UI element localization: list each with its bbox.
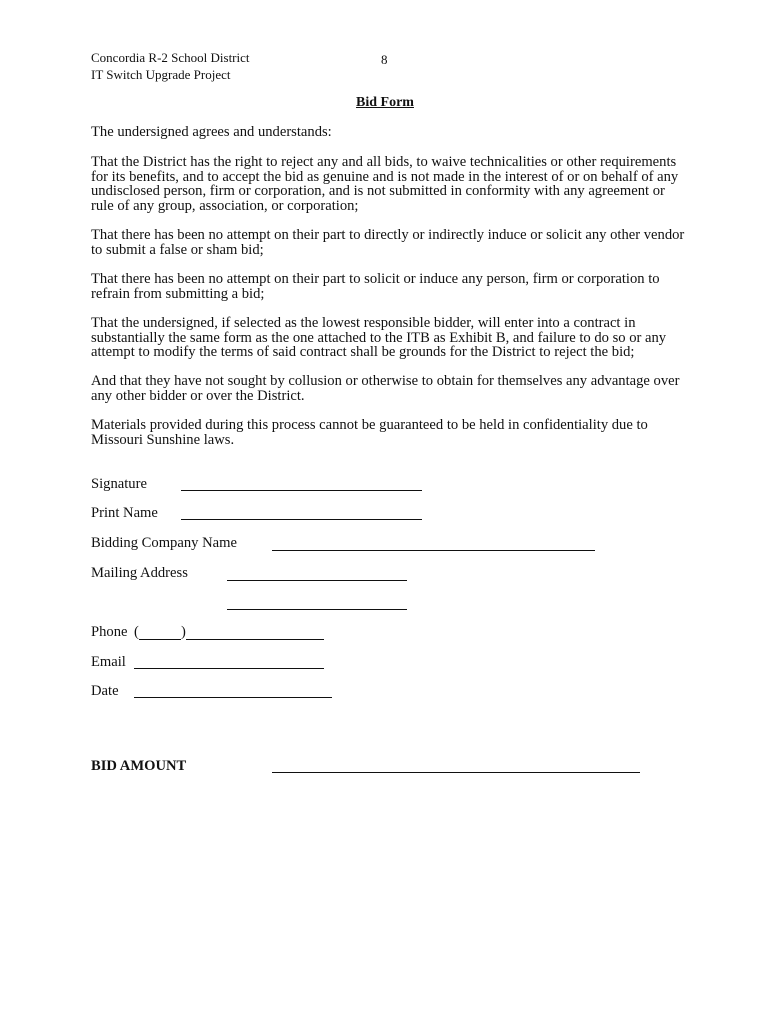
phone-number-line[interactable] bbox=[186, 639, 324, 640]
email-line[interactable] bbox=[134, 668, 324, 669]
date-line[interactable] bbox=[134, 697, 332, 698]
phone-label: Phone bbox=[91, 624, 128, 640]
mailing-address-line-2[interactable] bbox=[227, 609, 407, 610]
phone-area-close: ) bbox=[181, 624, 186, 640]
page-number: 8 bbox=[381, 52, 388, 67]
print-name-label: Print Name bbox=[91, 505, 158, 521]
mailing-address-label: Mailing Address bbox=[91, 565, 188, 581]
signature-label: Signature bbox=[91, 476, 147, 492]
signature-line[interactable] bbox=[181, 490, 422, 491]
company-line[interactable] bbox=[272, 550, 595, 551]
clause-sunshine-laws: Materials provided during this process cannot be guaranteed to be held in confidentiality due to Missouri Sunshine laws. bbox=[91, 417, 648, 448]
date-label: Date bbox=[91, 683, 119, 699]
header-project: IT Switch Upgrade Project bbox=[91, 67, 231, 82]
phone-area-open: ( bbox=[134, 624, 139, 640]
intro-paragraph: The undersigned agrees and understands: bbox=[91, 124, 332, 140]
company-label: Bidding Company Name bbox=[91, 535, 237, 551]
bid-amount-label: BID AMOUNT bbox=[91, 758, 187, 774]
clause-no-refrain: That there has been no attempt on their part to solicit or induce any person, firm or corporation to refrain from submitting a bid; bbox=[91, 271, 660, 302]
mailing-address-line-1[interactable] bbox=[227, 580, 407, 581]
clause-no-sham-bid: That there has been no attempt on their part to directly or indirectly induce or solicit any other vendor to submit a false or sham bid; bbox=[91, 227, 685, 258]
email-label: Email bbox=[91, 654, 126, 670]
print-name-line[interactable] bbox=[181, 519, 422, 520]
clause-no-collusion: And that they have not sought by collusion or otherwise to obtain for themselves any advantage over any other bidder or over the District. bbox=[91, 373, 680, 404]
clause-contract: That the undersigned, if selected as the lowest responsible bidder, will enter into a contract in substantially the same form as the one attached to the ITB as Exhibit B, and failure to do so or any attempt to modify the terms of said contract shall be grounds for the District to reject the bid; bbox=[91, 315, 667, 360]
header-district: Concordia R-2 School District bbox=[91, 50, 250, 65]
bid-amount-line[interactable] bbox=[272, 772, 640, 773]
clause-reject-bids: That the District has the right to reject any and all bids, to waive technicalities or other requirements for its benefits, and to accept the bid as genuine and is not made in the interest of or on behalf of any undisclosed person, firm or corporation, and is not submitted in conformity with any agreement or rule of any group, association, or corporation; bbox=[91, 154, 679, 214]
page-title: Bid Form bbox=[356, 95, 414, 110]
phone-area-code-line[interactable] bbox=[139, 639, 181, 640]
